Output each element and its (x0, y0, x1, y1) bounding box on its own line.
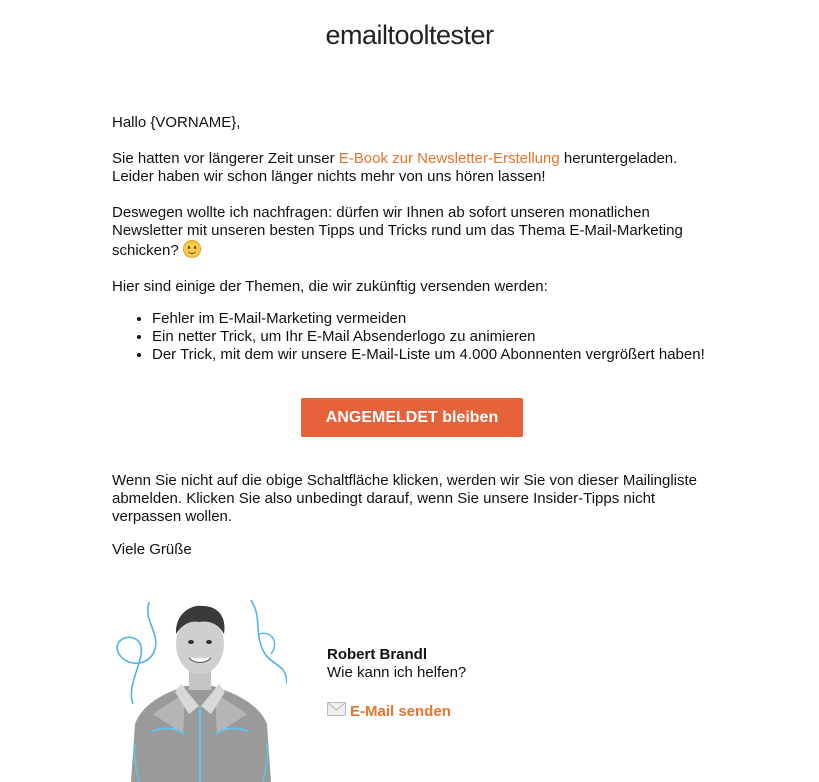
list-item: • Ein netter Trick, um Ihr E-Mail Absenderlogo zu animieren (152, 328, 712, 346)
signature-name: Robert Brandl (327, 646, 428, 663)
cta-container (301, 398, 523, 437)
unsubscribe-paragraph: Wenn Sie nicht auf die obige Schaltfläche klicken, werden wir Sie von dieser Mailingliste abmelden. Klicken Sie also unbedingt darauf, wenn Sie unsere Insider-Tipps nicht verpassen wollen. (112, 472, 698, 525)
brand-logo: emailtooltester (325, 20, 494, 50)
intro-paragraph: Sie hatten vor längerer Zeit unser E-Book zur Newsletter-Erstellung heruntergeladen. Leider haben wir schon länger nichts mehr von uns hören lassen! (112, 150, 678, 185)
signature-tagline: Wie kann ich helfen? (327, 664, 467, 681)
send-email-label: E-Mail senden (350, 702, 451, 720)
envelope-icon (327, 702, 346, 721)
portrait-illustration (113, 594, 287, 782)
smile-emoji-icon (183, 240, 201, 258)
author-photo (113, 594, 287, 782)
email-body (112, 114, 712, 364)
unsubscribe-notice (112, 472, 712, 559)
send-email-link[interactable] (327, 702, 466, 721)
list-item: • Fehler im E-Mail-Marketing vermeiden (152, 310, 712, 328)
question-paragraph: Deswegen wollte ich nachfragen: dürfen wir Ihnen ab sofort unseren monatlichen Newsletter mit unseren besten Tipps und Tricks rund um das Thema E-Mail-Marketing schicken? (112, 204, 683, 259)
topics-list (112, 310, 712, 364)
ebook-link[interactable]: E-Book zur Newsletter-Erstellung (338, 150, 560, 167)
list-item: • Der Trick, mit dem wir unsere E-Mail-Liste um 4.000 Abonnenten vergrößert haben! (152, 346, 712, 364)
greeting: Hallo {VORNAME}, (112, 114, 241, 131)
topics-intro: Hier sind einige der Themen, die wir zukünftig versenden werden: (112, 278, 548, 295)
stay-subscribed-button[interactable]: ANGEMELDET bleiben (301, 398, 523, 437)
signature (327, 646, 466, 721)
closing: Viele Grüße (112, 541, 192, 558)
